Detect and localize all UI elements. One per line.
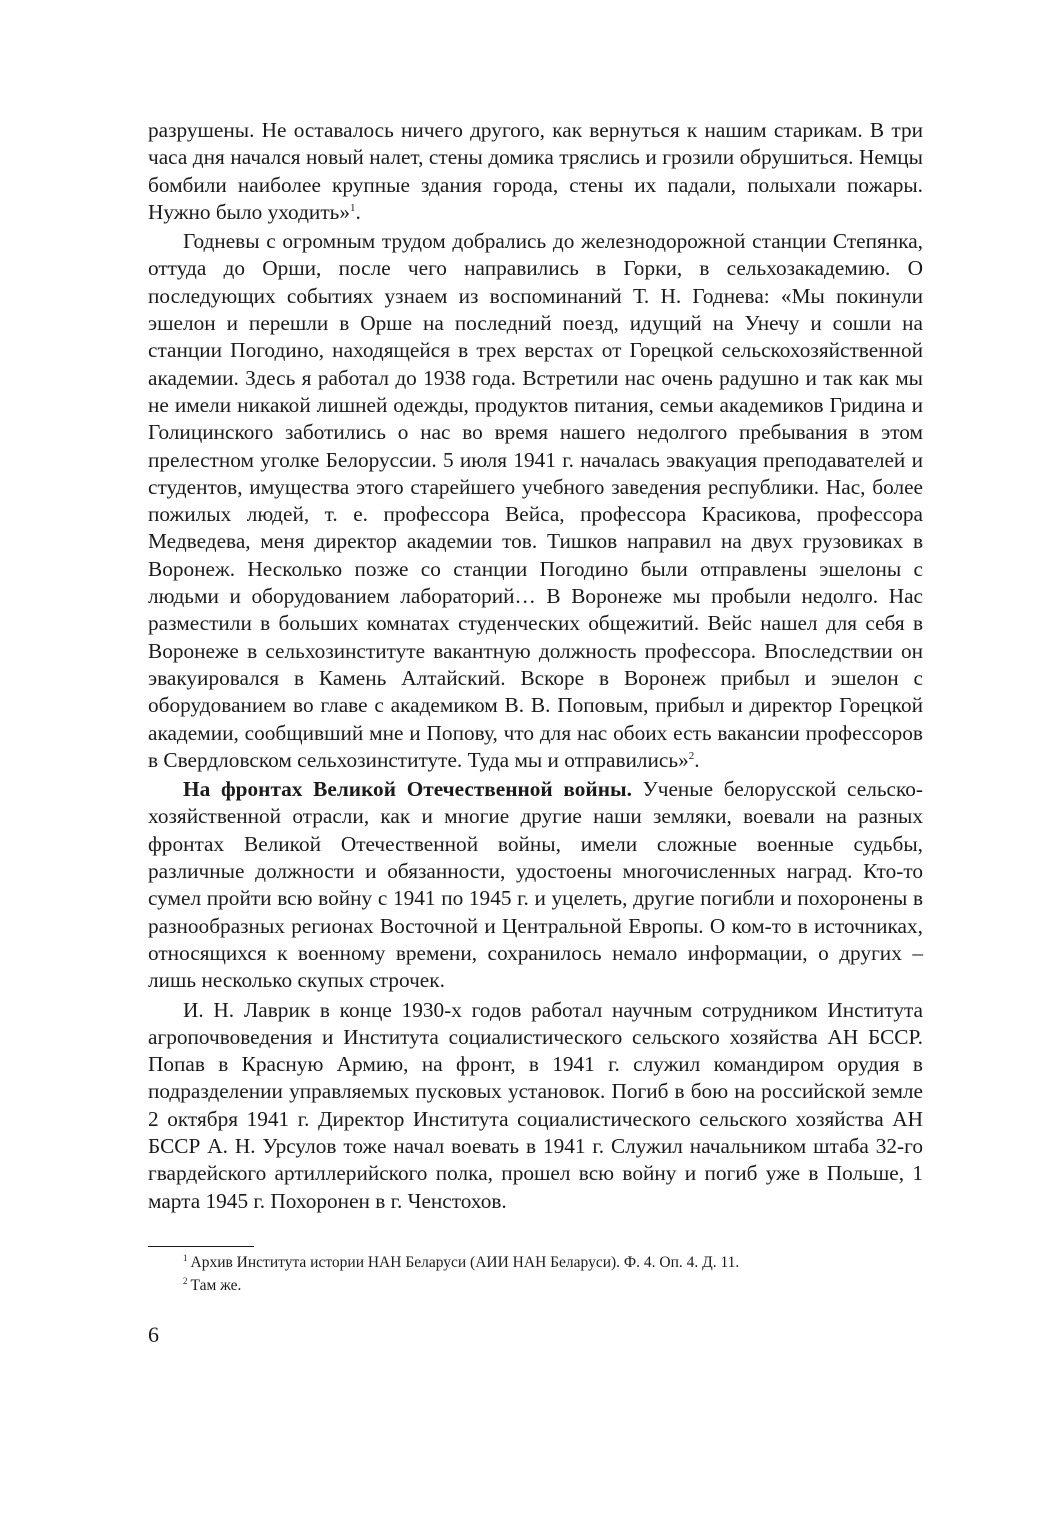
page-number: 6 [148,1322,159,1347]
paragraph-4-text: И. Н. Лаврик в конце 1930-х годов работал научным сотрудником Института агропочвоведения и Института социалистического сельского хозяйства АН БССР. Попав в Красную Армию, на фронт, в 1941 г. служил командиром орудия в подразделении управляемых пусковых установок. Погиб в бою на российской земле 2 октября 1941 г. Директор Института социалистического сельского хозяйства АН БССР А. Н. Урсулов тоже начал воевать в 1941 г. Служил начальником штаба 32-го гвардейского артиллерийского полка, прошел всю войну и погиб уже в Польше, 1 марта 1945 г. Похоронен в г. Ченстохов. [148,997,923,1213]
footnote-2-marker: 2 [183,1275,188,1286]
footnote-ref-2[interactable]: 2 [688,749,695,762]
paragraph-2 [148,228,923,774]
footnotes [148,1246,923,1297]
paragraph-4 [148,997,923,1215]
paragraph-2-end: . [694,747,700,772]
paragraph-3-text: Ученые белорусской сельскохозяйственной отрасли, как и многие другие наши земляки, воевали на разных фронтах Великой Отечественной войны, имели сложные военные судьбы, различные должности и обязанности, удостоены многочисленных наград. Кто-то сумел пройти всю войну с 1941 по 1945 г. и уцелеть, другие погибли и похоронены в разнообразных регионах Восточной и Центральной Европы. О ком-то в источниках, относящихся к военному времени, сохранилось немало информации, о других – лишь несколько скупых строчек. [148,777,924,993]
footnote-ref-1[interactable]: 1 [350,201,356,214]
footnote-separator [148,1246,254,1247]
footnote-2-text: Там же. [190,1277,242,1294]
footnote-1-text: Архив Института истории НАН Беларуси (АИИ НАН Беларуси). Ф. 4. Оп. 4. Д. 11. [190,1254,740,1271]
main-text [148,117,923,1215]
footnote-1 [148,1251,923,1274]
paragraph-3 [148,776,923,994]
paragraph-2-text: Годневы с огромным трудом добрались до железнодорожной станции Степянка, оттуда до Орши, после чего направились в Горки, в сельхозакадемию. О последующих событиях узнаем из воспоминаний Т. Н. Годнева: «Мы покинули эшелон и перешли в Орше на последний поезд, идущий на Унечу и сошли на станции Погодино, находящейся в трех верстах от Горецкой сельскохозяйственной академии. Здесь я работал до 1938 года. Встретили нас очень радушно и так как мы не имели никакой лишней одежды, продуктов питания, семьи академиков Гридина и Голицинского заботились о нас во время нашего недолгого пребывания в этом прелестном уголке Белоруссии. 5 июля 1941 г. началась эвакуация преподавателей и студентов, имущества этого старейшего учебного заведения республики. Нас, более пожилых людей, т. е. профессора Вейса, профессора Красикова, профессора Медведева, меня директор академии тов. Тишков направил на двух грузовиках в Воронеж. Несколько позже со станции Погодино были отправлены эшелоны с людьми и оборудованием лабораторий… В Воронеже мы пробыли недолго. Нас разместили в больших комнатах студенческих общежитий. Вейс нашел для себя в Воронеже в сельхозинституте вакантную должность профессора. Впоследствии он эвакуировался в Камень Алтайский. Вскоре в Воронеж прибыл и эшелон с оборудованием во главе с академиком В. В. Поповым, прибыл и директор Горецкой академии, сообщивший мне и Попову, что для нас обоих есть вакансии профессоров в Свердловском сельхозинституте. Туда мы и отправились» [148,229,923,772]
paragraph-1-end: . [355,199,361,224]
paragraph-1-text: разрушены. Не оставалось ничего другого, как вернуться к нашим старикам. В три часа дня начался новый налет, стены домика тряслись и грозили обрушиться. Немцы бомбили наиболее крупные здания города, стены их падали, полыхали пожары. Нужно было уходить» [148,118,923,224]
paragraph-1 [148,117,923,226]
footnote-2 [148,1274,923,1297]
section-heading: На фронтах Великой Отечественной войны. [183,777,632,802]
footnote-1-marker: 1 [183,1252,188,1263]
